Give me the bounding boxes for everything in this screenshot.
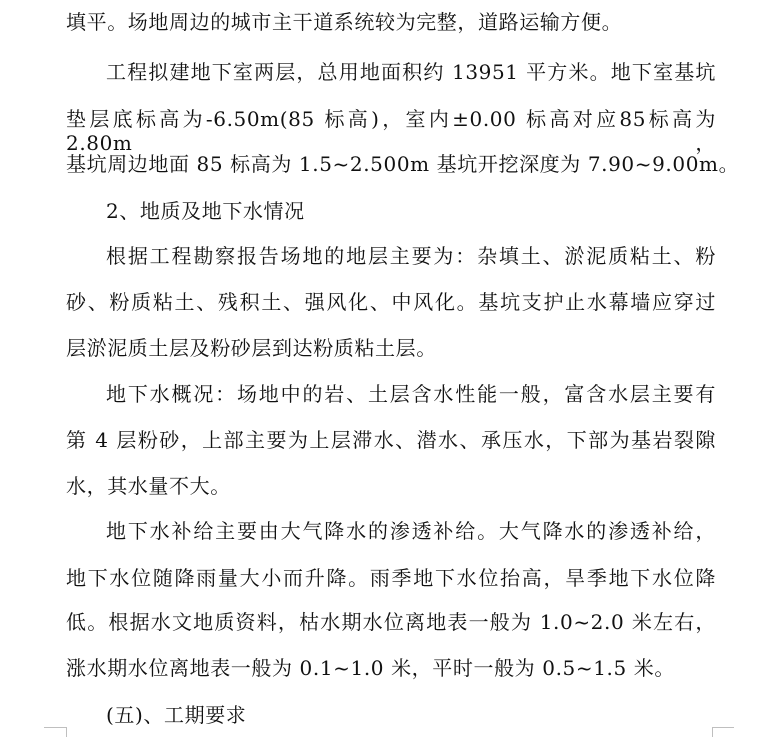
text-line-8: 层淤泥质土层及粉砂层到达粉质粘土层。 xyxy=(66,336,437,360)
crop-mark-left-horizontal xyxy=(44,727,66,728)
section-heading-geology: 2、地质及地下水情况 xyxy=(106,199,305,223)
text-line-15: 涨水期水位离地表一般为 0.1~1.0 米，平时一般为 0.5~1.5 米。 xyxy=(66,656,675,680)
text-line-11: 水，其水量不大。 xyxy=(66,474,231,498)
text-line-1: 填平。场地周边的城市主干道系统较为完整，道路运输方便。 xyxy=(66,10,623,34)
text-line-7: 砂、粉质粘土、残积土、强风化、中风化。基坑支护止水幕墙应穿过 xyxy=(66,290,716,314)
text-line-9: 地下水概况：场地中的岩、土层含水性能一般，富含水层主要有 xyxy=(106,382,716,406)
text-line-3: 垫层底标高为-6.50m(85 标高)，室内±0.00 标高对应85标高为2.80m， xyxy=(66,107,716,155)
text-line-6: 根据工程勘察报告场地的地层主要为：杂填土、淤泥质粘土、粉 xyxy=(106,244,716,268)
text-line-14: 低。根据水文地质资料，枯水期水位离地表一般为 1.0~2.0 米左右， xyxy=(66,610,716,634)
crop-mark-right-horizontal xyxy=(712,727,734,728)
section-heading-schedule: (五)、工期要求 xyxy=(106,703,247,727)
crop-mark-right-vertical xyxy=(712,727,713,737)
text-line-4: 基坑周边地面 85 标高为 1.5~2.500m 基坑开挖深度为 7.90~9.00m。 xyxy=(66,152,740,176)
crop-mark-left-vertical xyxy=(66,727,67,737)
text-line-10: 第 4 层粉砂，上部主要为上层滞水、潜水、承压水，下部为基岩裂隙 xyxy=(66,428,716,452)
text-line-12: 地下水补给主要由大气降水的渗透补给。大气降水的渗透补给， xyxy=(106,519,716,543)
text-line-13: 地下水位随降雨量大小而升降。雨季地下水位抬高，旱季地下水位降 xyxy=(66,566,716,590)
text-line-2: 工程拟建地下室两层，总用地面积约 13951 平方米。地下室基坑 xyxy=(106,60,716,84)
